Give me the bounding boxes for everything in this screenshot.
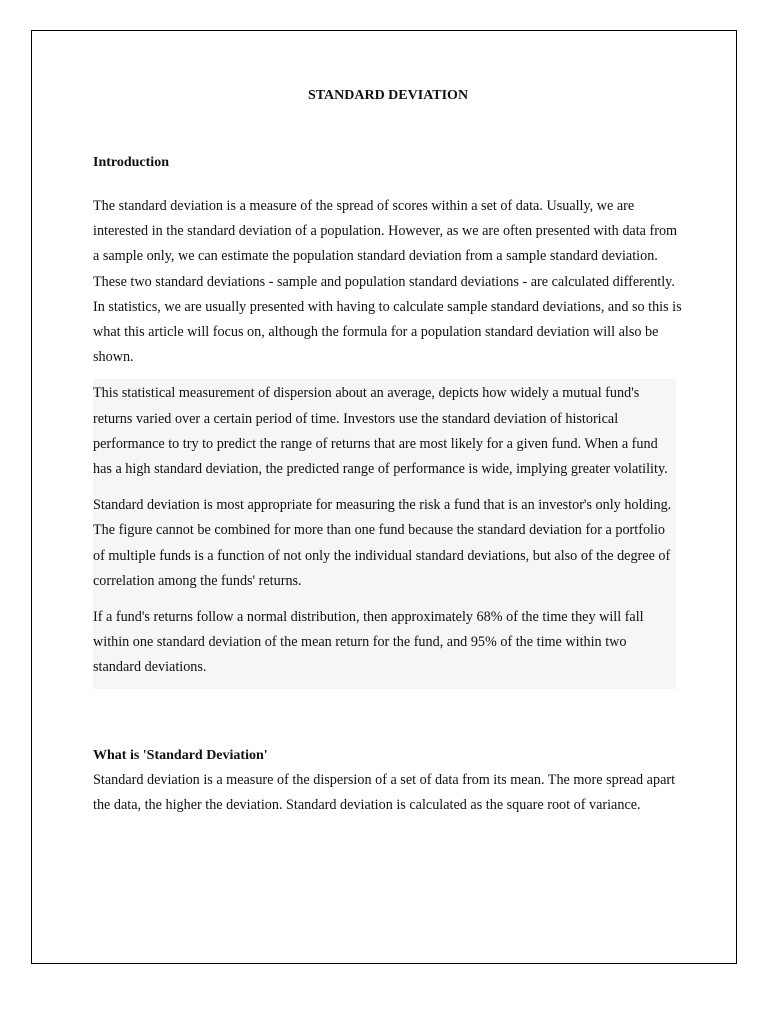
intro-paragraph: The standard deviation is a measure of the spread of scores within a set of data. Usually, we are interested in the standard deviation of a population. However, as we are often presented with data from a sample only, we can estimate the population standard deviation from a sample standard deviation. These two standard deviations - sample and population standard deviations - are calculated differently. In statistics, we are usually presented with having to calculate sample standard deviations, and so this is what this article will focus on, although the formula for a population standard deviation will also be shown. — [93, 198, 682, 366]
risk-paragraph: Standard deviation is most appropriate for measuring the risk a fund that is an investor's only holding. The figure cannot be combined for more than one fund because the standard deviation for a portfolio of multiple funds is a function of not only the individual standard deviations, but also of the degree of correlation among the funds' returns. — [93, 497, 672, 589]
dispersion-paragraph: This statistical measurement of dispersion about an average, depicts how widely a mutual fund's returns varied over a certain period of time. Investors use the standard deviation of historical performance to try to predict the range of returns that are most likely for a given fund. When a fund has a high standard deviation, the predicted range of performance is wide, implying greater volatility. — [93, 385, 668, 478]
definition-paragraph: Standard deviation is a measure of the dispersion of a set of data from its mean. The more spread apart the data, the higher the deviation. Standard deviation is calculated as the square root of variance. — [93, 771, 676, 813]
what-is-heading: What is 'Standard Deviation' — [93, 747, 268, 763]
normal-distribution-paragraph: If a fund's returns follow a normal distribution, then approximately 68% of the time they will fall within one standard deviation of the mean return for the fund, and 95% of the time within two standard deviations. — [93, 609, 644, 676]
document-title: STANDARD DEVIATION — [307, 88, 469, 103]
document-body — [93, 84, 683, 818]
introduction-heading: Introduction — [93, 155, 169, 170]
shaded-section — [93, 379, 676, 688]
